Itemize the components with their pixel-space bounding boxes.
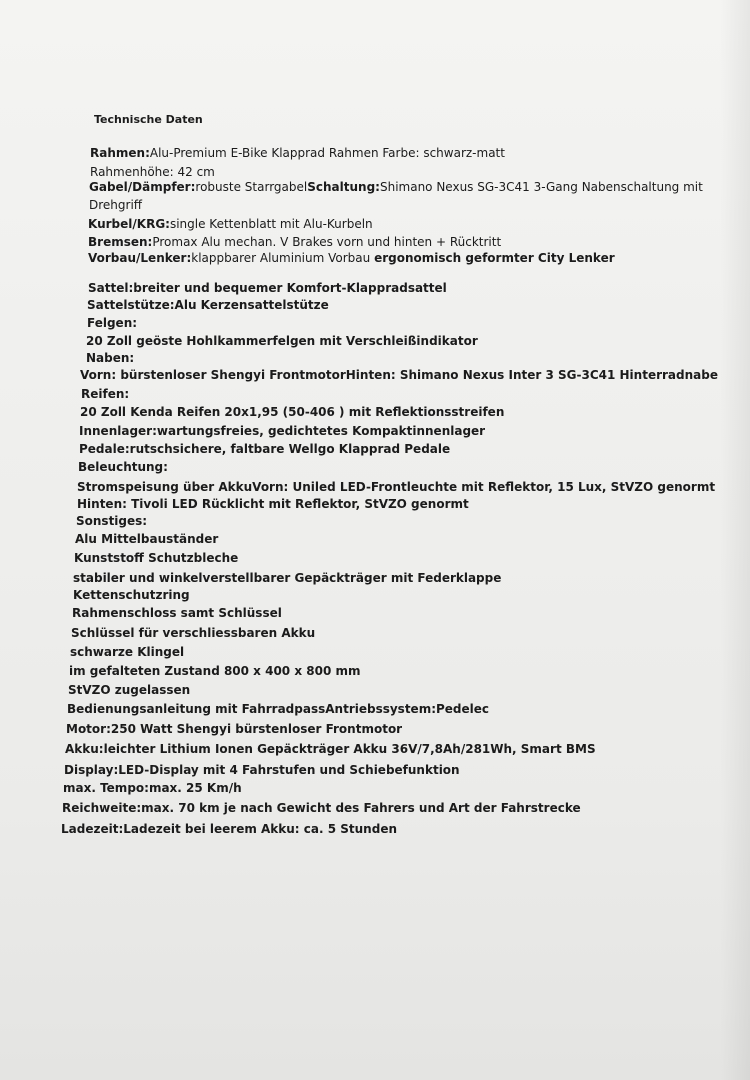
spec-sonstiges: Sonstiges: [76, 514, 148, 528]
spec-sonstiges-item: Kettenschutzring [73, 588, 190, 602]
spec-key: Gabel/Dämpfer: [89, 180, 196, 194]
spec-sonstiges-item: Alu Mittelbauständer [75, 532, 219, 546]
spec-reichweite: Reichweite:max. 70 km je nach Gewicht des Fahrers und Art der Fahrstrecke [62, 801, 581, 815]
spec-felgen-value: 20 Zoll geöste Hohlkammerfelgen mit Verschleißindikator [86, 334, 478, 348]
spec-value: klappbarer Aluminium Vorbau [191, 251, 375, 265]
spec-akku: Akku:leichter Lithium Ionen Gepäckträger Akku 36V/7,8Ah/281Wh, Smart BMS [65, 742, 596, 756]
spec-gabel-schaltung [89, 180, 703, 194]
spec-drehgriff: Drehgriff [89, 198, 143, 212]
spec-value: robuste Starrgabel [195, 180, 308, 194]
spec-value-bold: ergonomisch geformter City Lenker [374, 251, 615, 265]
spec-naben-value: Vorn: bürstenloser Shengyi FrontmotorHinten: Shimano Nexus Inter 3 SG-3C41 Hinterradnabe [80, 368, 718, 382]
spec-pedale: Pedale:rutschsichere, faltbare Wellgo Klapprad Pedale [79, 442, 451, 456]
spec-tempo: max. Tempo:max. 25 Km/h [63, 781, 242, 795]
spec-display: Display:LED-Display mit 4 Fahrstufen und Schiebefunktion [64, 763, 460, 777]
spec-sattelstuetze: Sattelstütze:Alu Kerzensattelstütze [87, 298, 329, 312]
spec-sonstiges-item: StVZO zugelassen [68, 683, 191, 697]
spec-felgen: Felgen: [87, 316, 138, 330]
spec-rahmenhoehe: Rahmenhöhe: 42 cm [90, 165, 215, 179]
spec-kurbel [88, 217, 373, 231]
spec-value: Alu-Premium E-Bike Klapprad Rahmen Farbe: schwarz-matt [149, 146, 505, 160]
spec-bremsen [88, 235, 501, 249]
page-title: Technische Daten [94, 113, 203, 126]
spec-vorbau [88, 251, 615, 265]
spec-key: Schaltung: [307, 180, 380, 194]
spec-sonstiges-item: im gefalteten Zustand 800 x 400 x 800 mm [69, 664, 361, 678]
spec-key: Kurbel/KRG: [88, 217, 170, 231]
spec-reifen-value: 20 Zoll Kenda Reifen 20x1,95 (50-406 ) mit Reflektionsstreifen [80, 405, 505, 419]
spec-sonstiges-item: schwarze Klingel [70, 645, 185, 659]
spec-value: single Kettenblatt mit Alu-Kurbeln [169, 217, 373, 231]
spec-ladezeit: Ladezeit:Ladezeit bei leerem Akku: ca. 5 Stunden [61, 822, 397, 836]
spec-key: Rahmen: [90, 146, 150, 160]
spec-rahmen [90, 146, 505, 160]
spec-stromspeisung: Stromspeisung über AkkuVorn: Uniled LED-Frontleuchte mit Reflektor, 15 Lux, StVZO genormt [77, 480, 716, 494]
spec-sonstiges-item: stabiler und winkelverstellbarer Gepäckträger mit Federklappe [73, 571, 502, 585]
spec-sonstiges-item: Kunststoff Schutzbleche [74, 551, 239, 565]
spec-naben: Naben: [86, 351, 135, 365]
spec-sonstiges-item: Schlüssel für verschliessbaren Akku [71, 626, 316, 640]
spec-key: Bremsen: [88, 235, 153, 249]
spec-beleuchtung: Beleuchtung: [78, 460, 168, 474]
spec-sonstiges-item: Bedienungsanleitung mit FahrradpassAntriebssystem:Pedelec [67, 702, 490, 716]
spec-motor: Motor:250 Watt Shengyi bürstenloser Frontmotor [66, 722, 403, 736]
spec-key: Vorbau/Lenker: [88, 251, 192, 265]
spec-reifen: Reifen: [81, 387, 130, 401]
spec-hinten: Hinten: Tivoli LED Rücklicht mit Reflektor, StVZO genormt [77, 497, 469, 511]
paper-shadow [720, 0, 750, 1080]
spec-value: Promax Alu mechan. V Brakes vorn und hinten + Rücktritt [152, 235, 502, 249]
spec-sonstiges-item: Rahmenschloss samt Schlüssel [72, 606, 282, 620]
spec-value: Shimano Nexus SG-3C41 3-Gang Nabenschaltung mit [379, 180, 703, 194]
spec-sattel: Sattel:breiter und bequemer Komfort-Klappradsattel [88, 281, 447, 295]
spec-innenlager: Innenlager:wartungsfreies, gedichtetes Kompaktinnenlager [79, 424, 486, 438]
